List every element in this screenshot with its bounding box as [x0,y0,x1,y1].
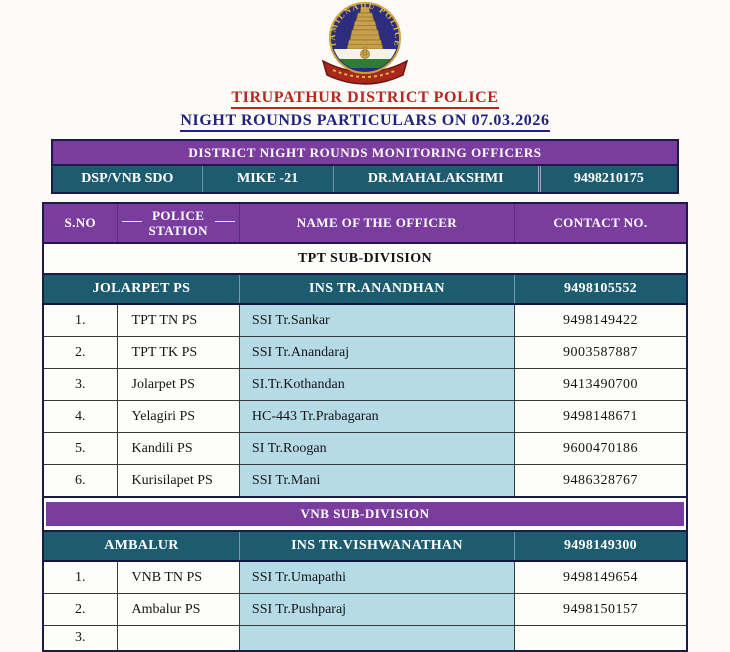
table-row [43,561,687,594]
emblem-ring-text: TAMILNADU POLICE [326,1,404,49]
station-cell: Kandili PS [117,433,239,465]
station-cell: TPT TN PS [117,304,239,337]
table-row [43,433,687,465]
emblem-container [0,0,730,87]
page-title: TIRUPATHUR DISTRICT POLICE [0,89,730,107]
incharge-row-jolarpet [43,274,687,304]
table-row [43,304,687,337]
section-row-tpt [43,243,687,274]
page-subtitle: NIGHT ROUNDS PARTICULARS ON 07.03.2026 [0,112,730,130]
sno-cell: 1. [43,304,117,337]
officer-designation: DSP/VNB SDO [81,171,174,186]
monitoring-officer-row [53,166,677,192]
incharge-contact: 9498149300 [514,531,687,561]
officer-cell [239,626,514,652]
officer-cell: SI Tr.Roogan [239,433,514,465]
officer-cell: SSI Tr.Umapathi [239,561,514,594]
sno-cell: 1. [43,561,117,594]
header-contact: CONTACT NO. [514,203,687,243]
table-header-row [43,203,687,243]
station-cell: Ambalur PS [117,594,239,626]
header-police-station: POLICE STATION [117,203,239,243]
incharge-officer: INS TR.ANANDHAN [239,274,514,304]
sno-cell: 4. [43,401,117,433]
officer-cell: SSI Tr.Pushparaj [239,594,514,626]
officer-cell: SI.Tr.Kothandan [239,369,514,401]
officer-cell: HC-443 Tr.Prabagaran [239,401,514,433]
station-cell: VNB TN PS [117,561,239,594]
table-row [43,465,687,498]
table-row [43,401,687,433]
section-title: TPT SUB-DIVISION [43,243,687,274]
sno-cell: 2. [43,337,117,369]
officer-cell: SSI Tr.Mani [239,465,514,498]
contact-cell: 9498149422 [514,304,687,337]
contact-cell: 9486328767 [514,465,687,498]
incharge-row-ambalur [43,531,687,561]
officer-name: DR.MAHALAKSHMI [333,166,538,192]
officer-cell: SSI Tr.Anandaraj [239,337,514,369]
station-cell: Kurisilapet PS [117,465,239,498]
station-cell [117,626,239,652]
tamilnadu-police-emblem-icon [309,1,421,87]
header-sno: S.NO [43,203,117,243]
contact-cell: 9600470186 [514,433,687,465]
sno-cell: 6. [43,465,117,498]
incharge-contact: 9498105552 [514,274,687,304]
contact-cell: 9003587887 [514,337,687,369]
monitoring-header: DISTRICT NIGHT ROUNDS MONITORING OFFICERS [53,141,677,166]
section-title: VNB SUB-DIVISION [46,502,684,526]
sno-cell: 3. [43,369,117,401]
station-cell: Yelagiri PS [117,401,239,433]
table-row-partial [43,626,687,652]
sno-cell: 5. [43,433,117,465]
incharge-station: JOLARPET PS [43,274,239,304]
sno-cell: 2. [43,594,117,626]
night-rounds-table [42,202,688,652]
monitoring-officers-block [51,139,679,194]
officer-callsign: MIKE -21 [202,166,333,192]
incharge-station: AMBALUR [43,531,239,561]
table-row [43,337,687,369]
sno-cell: 3. [43,626,117,652]
officer-cell: SSI Tr.Sankar [239,304,514,337]
station-cell: TPT TK PS [117,337,239,369]
incharge-officer: INS TR.VISHWANATHAN [239,531,514,561]
officer-contact: 9498210175 [538,166,677,192]
station-cell: Jolarpet PS [117,369,239,401]
table-row [43,369,687,401]
contact-cell [514,626,687,652]
contact-cell: 9413490700 [514,369,687,401]
contact-cell: 9498148671 [514,401,687,433]
contact-cell: 9498149654 [514,561,687,594]
section-row-vnb [43,497,687,531]
contact-cell: 9498150157 [514,594,687,626]
header-officer-name: NAME OF THE OFFICER [239,203,514,243]
table-row [43,594,687,626]
